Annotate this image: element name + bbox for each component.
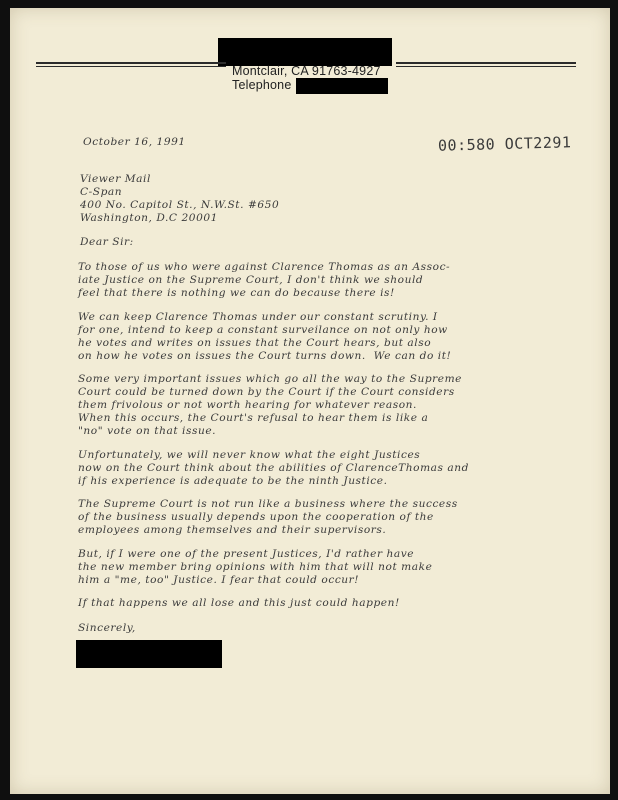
paragraph-7-line: If that happens we all lose and this just could happen! bbox=[78, 597, 400, 609]
letter-page bbox=[10, 8, 610, 794]
letterhead-rule-right-2 bbox=[396, 66, 576, 67]
paragraph-5-line: employees among themselves and their supervisors. bbox=[78, 524, 387, 536]
salutation: Dear Sir: bbox=[80, 236, 134, 248]
paragraph-2-line: he votes and writes on issues that the Court hears, but also bbox=[78, 337, 432, 349]
paragraph-2-line: We can keep Clarence Thomas under our constant scrutiny. I bbox=[78, 311, 438, 323]
paragraph-1-line: feel that there is nothing we can do because there is! bbox=[78, 287, 395, 299]
paragraph-2-line: for one, intend to keep a constant surveilance on not only how bbox=[78, 324, 448, 336]
paragraph-3-line: "no" vote on that issue. bbox=[78, 425, 217, 437]
paragraph-6-line: But, if I were one of the present Justices, I'd rather have bbox=[78, 548, 415, 560]
letterhead-rule-left bbox=[36, 62, 226, 64]
paragraph-5-line: The Supreme Court is not run like a business where the success bbox=[78, 498, 458, 510]
letterhead-phone-label: Telephone bbox=[232, 78, 292, 92]
paragraph-3-line: Court could be turned down by the Court if the Court considers bbox=[78, 386, 455, 398]
address-line: 400 No. Capitol St., N.W.St. #650 bbox=[80, 199, 280, 211]
address-line: C-Span bbox=[80, 186, 123, 198]
paragraph-6-line: the new member bring opinions with him that will not make bbox=[78, 561, 433, 573]
address-line: Washington, D.C 20001 bbox=[80, 212, 218, 224]
address-line: Viewer Mail bbox=[80, 173, 151, 185]
redacted-signature bbox=[76, 640, 222, 668]
letterhead-rule-left-2 bbox=[36, 66, 226, 67]
letterhead-rule-right bbox=[396, 62, 576, 64]
paragraph-4-line: now on the Court think about the abilities of ClarenceThomas and bbox=[78, 462, 470, 474]
letter-date: October 16, 1991 bbox=[83, 136, 186, 148]
paragraph-1-line: To those of us who were against Clarence Thomas as an Assoc- bbox=[78, 261, 451, 273]
paragraph-3-line: them frivolous or not worth hearing for whatever reason. bbox=[78, 399, 417, 411]
closing: Sincerely, bbox=[78, 622, 136, 634]
paragraph-4-line: Unfortunately, we will never know what the eight Justices bbox=[78, 449, 421, 461]
paragraph-1-line: iate Justice on the Supreme Court, I don't think we should bbox=[78, 274, 424, 286]
paragraph-6-line: him a "me, too" Justice. I fear that could occur! bbox=[78, 574, 360, 586]
letterhead-address: Montclair, CA 91763-4927 bbox=[232, 64, 381, 78]
paragraph-3-line: Some very important issues which go all the way to the Supreme bbox=[78, 373, 462, 385]
paragraph-5-line: of the business usually depends upon the cooperation of the bbox=[78, 511, 434, 523]
redacted-phone-number bbox=[296, 78, 388, 94]
received-stamp: 00:580 OCT2291 bbox=[437, 133, 572, 155]
paragraph-4-line: if his experience is adequate to be the ninth Justice. bbox=[78, 475, 388, 487]
redacted-name-block bbox=[218, 38, 392, 66]
paragraph-3-line: When this occurs, the Court's refusal to hear them is like a bbox=[78, 412, 429, 424]
paragraph-2-line: on how he votes on issues the Court turns down. We can do it! bbox=[78, 350, 452, 362]
